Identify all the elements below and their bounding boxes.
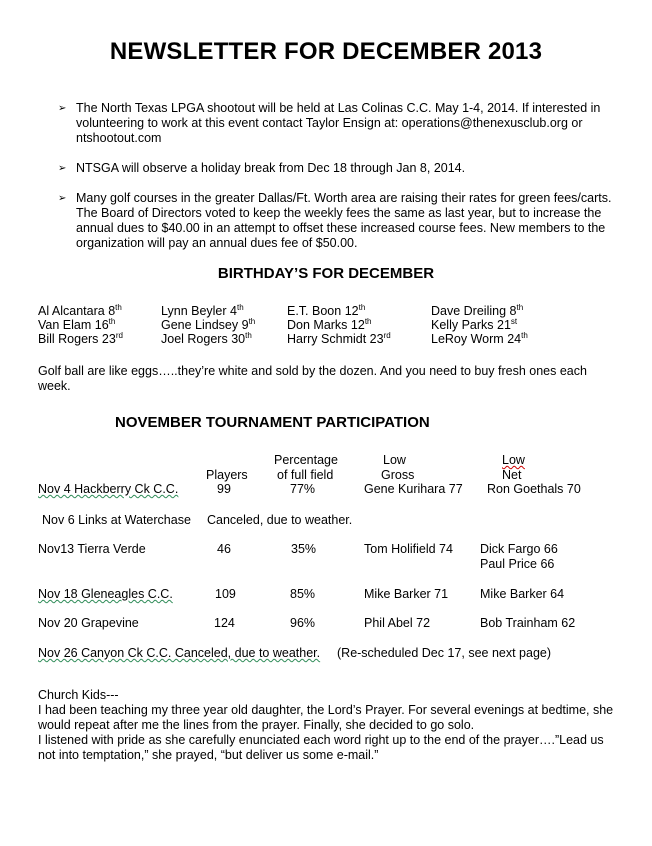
tournament-percentage: 85% xyxy=(290,587,316,601)
birthday-entry xyxy=(161,304,244,319)
birthday-day: 23 xyxy=(101,332,116,346)
tournament-low-net: Mike Barker 64 xyxy=(480,587,565,601)
low-gross-header-sub: Gross xyxy=(381,468,415,482)
birthday-entry xyxy=(431,332,528,347)
birthday-name: E.T. Boon xyxy=(287,304,342,318)
birthday-entry xyxy=(38,318,115,333)
birthday-day: 9 xyxy=(241,318,249,332)
low-net-header-sub: Net xyxy=(502,468,522,482)
birthday-day: 8 xyxy=(108,304,116,318)
low-gross-header: Low xyxy=(383,453,406,467)
birthday-day: 4 xyxy=(230,304,237,318)
announcement-text: The North Texas LPGA shootout will be held at Las Colinas C.C. May 1-4, 2014. If interested in volunteering to work at this event contact Taylor Ensign at: operations@thenexusclub.org or ntshootout.com xyxy=(76,101,601,145)
announcement-list xyxy=(58,101,618,266)
birthday-row xyxy=(38,304,638,318)
birthday-day: 21 xyxy=(497,318,511,332)
tournament-event: Nov13 Tierra Verde xyxy=(38,542,146,556)
tournament-event: Nov 18 Gleneagles C.C. xyxy=(38,587,173,601)
tournament-players: 124 xyxy=(214,616,235,630)
tournament-players: 109 xyxy=(215,587,236,601)
arrow-bullet-icon: ➢ xyxy=(58,163,67,174)
tournament-event: Nov 4 Hackberry Ck C.C. xyxy=(38,482,179,496)
percentage-header: Percentage xyxy=(274,453,338,467)
birthday-name: Kelly Parks xyxy=(431,318,494,332)
tournament-low-gross: Gene Kurihara 77 xyxy=(364,482,463,496)
birthday-row xyxy=(38,318,638,332)
birthday-row xyxy=(38,332,638,346)
tournament-event: Nov 26 Canyon Ck C.C. Canceled, due to weather. xyxy=(38,646,321,660)
arrow-bullet-icon: ➢ xyxy=(58,103,67,114)
tournament-note: (Re-scheduled Dec 17, see next page) xyxy=(337,646,552,660)
arrow-bullet-icon: ➢ xyxy=(58,193,67,204)
tournament-event: Nov 20 Grapevine xyxy=(38,616,139,630)
story-paragraph: I listened with pride as she carefully enunciated each word right up to the end of the prayer….”Lead us not into temptation,” she prayed, “but deliver us some e-mail.” xyxy=(38,733,604,762)
tournament-heading: NOVEMBER TOURNAMENT PARTICIPATION xyxy=(115,414,430,431)
tournament-low-gross: Tom Holifield 74 xyxy=(364,542,453,556)
birthday-entry xyxy=(287,318,372,333)
tournament-low-gross: Mike Barker 71 xyxy=(364,587,449,601)
birthday-suffix: th xyxy=(248,317,256,326)
birthday-name: Don Marks xyxy=(287,318,348,332)
birthday-entry xyxy=(431,304,523,319)
tournament-low-net: Ron Goethals 70 xyxy=(487,482,581,496)
announcement-item xyxy=(58,161,618,176)
birthday-name: Al Alcantara xyxy=(38,304,105,318)
birthday-name: Lynn Beyler xyxy=(161,304,227,318)
birthday-day: 8 xyxy=(509,304,517,318)
birthday-day: 12 xyxy=(350,318,365,332)
birthday-name: Harry Schmidt xyxy=(287,332,367,346)
birthday-suffix: st xyxy=(510,317,518,326)
page-title: NEWSLETTER FOR DECEMBER 2013 xyxy=(109,38,543,65)
birthday-entry xyxy=(161,332,252,347)
tournament-percentage: 96% xyxy=(290,616,316,630)
tournament-event: Nov 6 Links at Waterchase xyxy=(42,513,191,527)
birthday-name: LeRoy Worm xyxy=(431,332,504,346)
tournament-percentage: 35% xyxy=(291,542,317,556)
birthday-suffix: th xyxy=(364,317,372,326)
tournament-players: 99 xyxy=(217,482,231,496)
birthday-name: Joel Rogers xyxy=(161,332,228,346)
birthdays-heading: BIRTHDAY’S FOR DECEMBER xyxy=(217,265,435,282)
birthday-day: 24 xyxy=(507,332,522,346)
tournament-low-net: Dick Fargo 66 xyxy=(480,542,558,556)
percentage-header-sub: of full field xyxy=(277,468,334,482)
tournament-low-gross: Phil Abel 72 xyxy=(364,616,431,630)
birthday-suffix: th xyxy=(521,331,528,340)
birthday-name: Dave Dreiling xyxy=(431,304,507,318)
players-header: Players xyxy=(206,468,248,482)
tournament-low-net: Paul Price 66 xyxy=(480,557,555,571)
birthday-name: Van Elam xyxy=(38,318,92,332)
tournament-note: Canceled, due to weather. xyxy=(207,513,353,527)
birthday-grid xyxy=(38,304,638,346)
story-heading: Church Kids--- xyxy=(38,688,119,702)
tournament-players: 46 xyxy=(217,542,231,556)
birthday-suffix: th xyxy=(236,303,244,312)
birthday-entry xyxy=(287,304,365,319)
birthday-suffix: rd xyxy=(115,331,123,340)
birthday-day: 12 xyxy=(344,304,359,318)
birthday-entry xyxy=(161,318,255,333)
low-net-header: Low xyxy=(502,453,525,467)
story-paragraph: I had been teaching my three year old daughter, the Lord’s Prayer. For several evenings at bedtime, she would repeat after me the lines from the prayer. Finally, she decided to go solo. xyxy=(38,703,614,732)
birthday-entry xyxy=(287,332,391,347)
announcement-text: NTSGA will observe a holiday break from Dec 18 through Jan 8, 2014. xyxy=(76,161,466,175)
announcement-item xyxy=(58,191,618,251)
birthday-suffix: th xyxy=(245,331,252,340)
tournament-low-net: Bob Trainham 62 xyxy=(480,616,576,630)
birthday-entry xyxy=(38,332,123,347)
announcement-item xyxy=(58,101,618,146)
church-kids-story xyxy=(38,688,618,763)
birthday-suffix: th xyxy=(358,303,366,312)
birthday-entry xyxy=(431,318,517,333)
birthday-name: Gene Lindsey xyxy=(161,318,239,332)
birthday-suffix: th xyxy=(115,303,122,312)
birthday-day: 30 xyxy=(231,332,246,346)
announcement-text: Many golf courses in the greater Dallas/Ft. Worth area are raising their rates for green fees/carts. The Board of Directors voted to keep the weekly fees the same as last year, but to increase the annual dues to $40.00 in an attempt to offset these increased course fees. New members to the organization will pay an annual dues fee of $50.00. xyxy=(76,191,612,250)
tournament-percentage: 77% xyxy=(290,482,316,496)
birthday-day: 16 xyxy=(94,318,109,332)
birthday-day: 23 xyxy=(369,332,384,346)
birthday-name: Bill Rogers xyxy=(38,332,99,346)
birthday-suffix: th xyxy=(516,303,524,312)
birthday-suffix: th xyxy=(108,317,116,326)
birthday-suffix: rd xyxy=(383,331,391,340)
golf-joke: Golf ball are like eggs…..they’re white and sold by the dozen. And you need to buy fresh ones each week. xyxy=(38,364,587,393)
